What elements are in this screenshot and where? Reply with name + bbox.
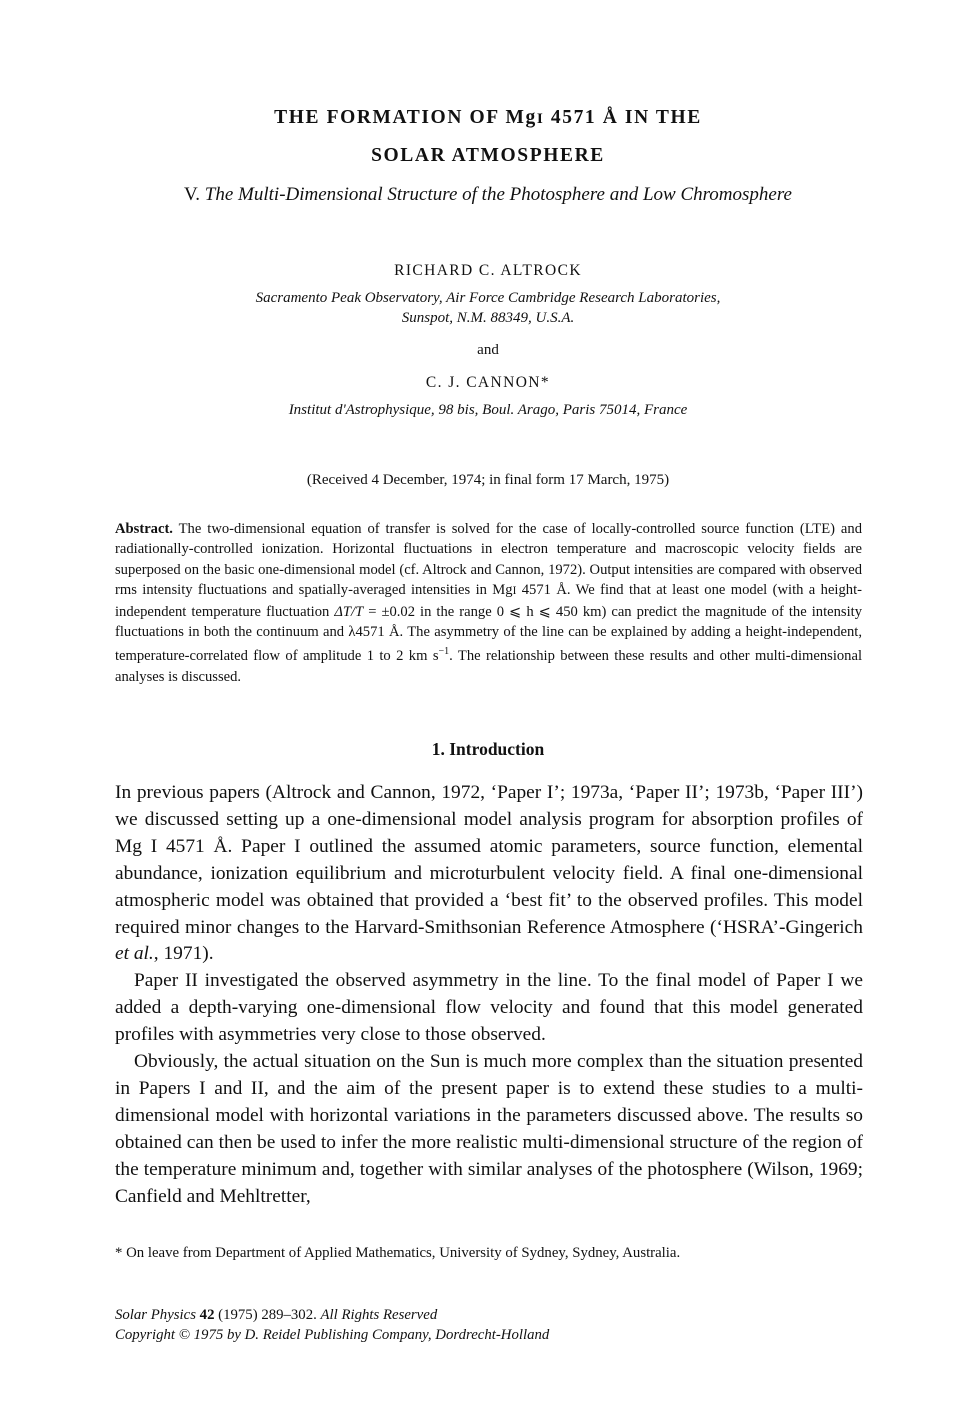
affiliation-2: Institut d'Astrophysique, 98 bis, Boul. Arago, Paris 75014, France [288, 402, 688, 418]
and-separator: and [477, 342, 499, 358]
footnote: * On leave from Department of Applied Mathematics, University of Sydney, Sydney, Australia. [115, 1245, 681, 1261]
affiliation-1-line-2: Sunspot, N.M. 88349, U.S.A. [401, 310, 575, 326]
body-text [115, 780, 863, 1211]
author-1: RICHARD C. ALTROCK [394, 262, 582, 279]
journal-info [115, 1305, 549, 1345]
paragraph-1: In previous papers (Altrock and Cannon, 1972, ‘Paper I’; 1973a, ‘Paper II’; 1973b, ‘Paper III’) we discussed setting up a one-dimensional model analysis program for absorption profiles of Mg I 4571 Å. Paper I outlined the assumed atomic parameters, source function, elemental abundance, ionization equilibrium and microturbulent velocity field. A final one-dimensional atmospheric model was obtained that provided a ‘best fit’ to the observed profiles. This model required minor changes to the Harvard-Smithsonian Reference Atmosphere (‘HSRA’-Gingerich et al., 1971). [115, 782, 863, 965]
author-2: C. J. CANNON* [425, 374, 551, 391]
section-heading: 1. Introduction [431, 739, 545, 759]
paragraph-2: Paper II investigated the observed asymmetry in the line. To the final model of Paper I we added a depth-varying one-dimensional flow velocity and found that this model generated profiles with asymmetries very close to those observed. [115, 970, 863, 1046]
abstract: Abstract. The two-dimensional equation of transfer is solved for the case of locally-controlled source function (LTE) and radiationally-controlled ionization. Horizontal fluctuations in electron temperature and macroscopic velocity fields are superposed on the basic one-dimensional model (cf. Altrock and Cannon, 1972). Output intensities are compared with observed rms intensity fluctuations and spatially-averaged intensities in MgI 4571 Å. We find that at least one model (with a height-independent temperature fluctuation ΔT/T = ±0.02 in the range 0 ⩽ h ⩽ 450 km) can predict the magnitude of the intensity fluctuations in both the continuum and λ4571 Å. The asymmetry of the line can be explained by adding a height-independent, temperature-correlated flow of amplitude 1 to 2 km $s^{-1}$. The relationship between these results and other multi-dimensional analyses is discussed. [115, 521, 862, 685]
journal-copyright: Copyright © 1975 by D. Reidel Publishing Company, Dordrecht-Holland [115, 1327, 550, 1343]
journal-citation: Solar Physics 42 (1975) 289–302. All Rights Reserved [115, 1307, 438, 1323]
subtitle: V. The Multi-Dimensional Structure of the Photosphere and Low Chromosphere [184, 184, 792, 205]
paragraph-3: Obviously, the actual situation on the Sun is much more complex than the situation presented in Papers I and II, and the aim of the present paper is to extend these studies to a multi-dimensional model with horizontal variations in the parameters discussed above. The results so obtained can then be used to infer the more realistic multi-dimensional structure of the region of the temperature minimum and, together with similar analyses of the photosphere (Wilson, 1969; Canfield and Mehltretter, [115, 1051, 863, 1207]
title-line-2: SOLAR ATMOSPHERE [371, 145, 605, 166]
abstract-label: Abstract. [115, 521, 173, 537]
title-line-1: THE FORMATION OF MgI 4571 Å IN THE [274, 107, 702, 128]
affiliation-1-line-1: Sacramento Peak Observatory, Air Force Cambridge Research Laboratories, [255, 290, 721, 306]
received-dates: (Received 4 December, 1974; in final form 17 March, 1975) [306, 472, 670, 488]
